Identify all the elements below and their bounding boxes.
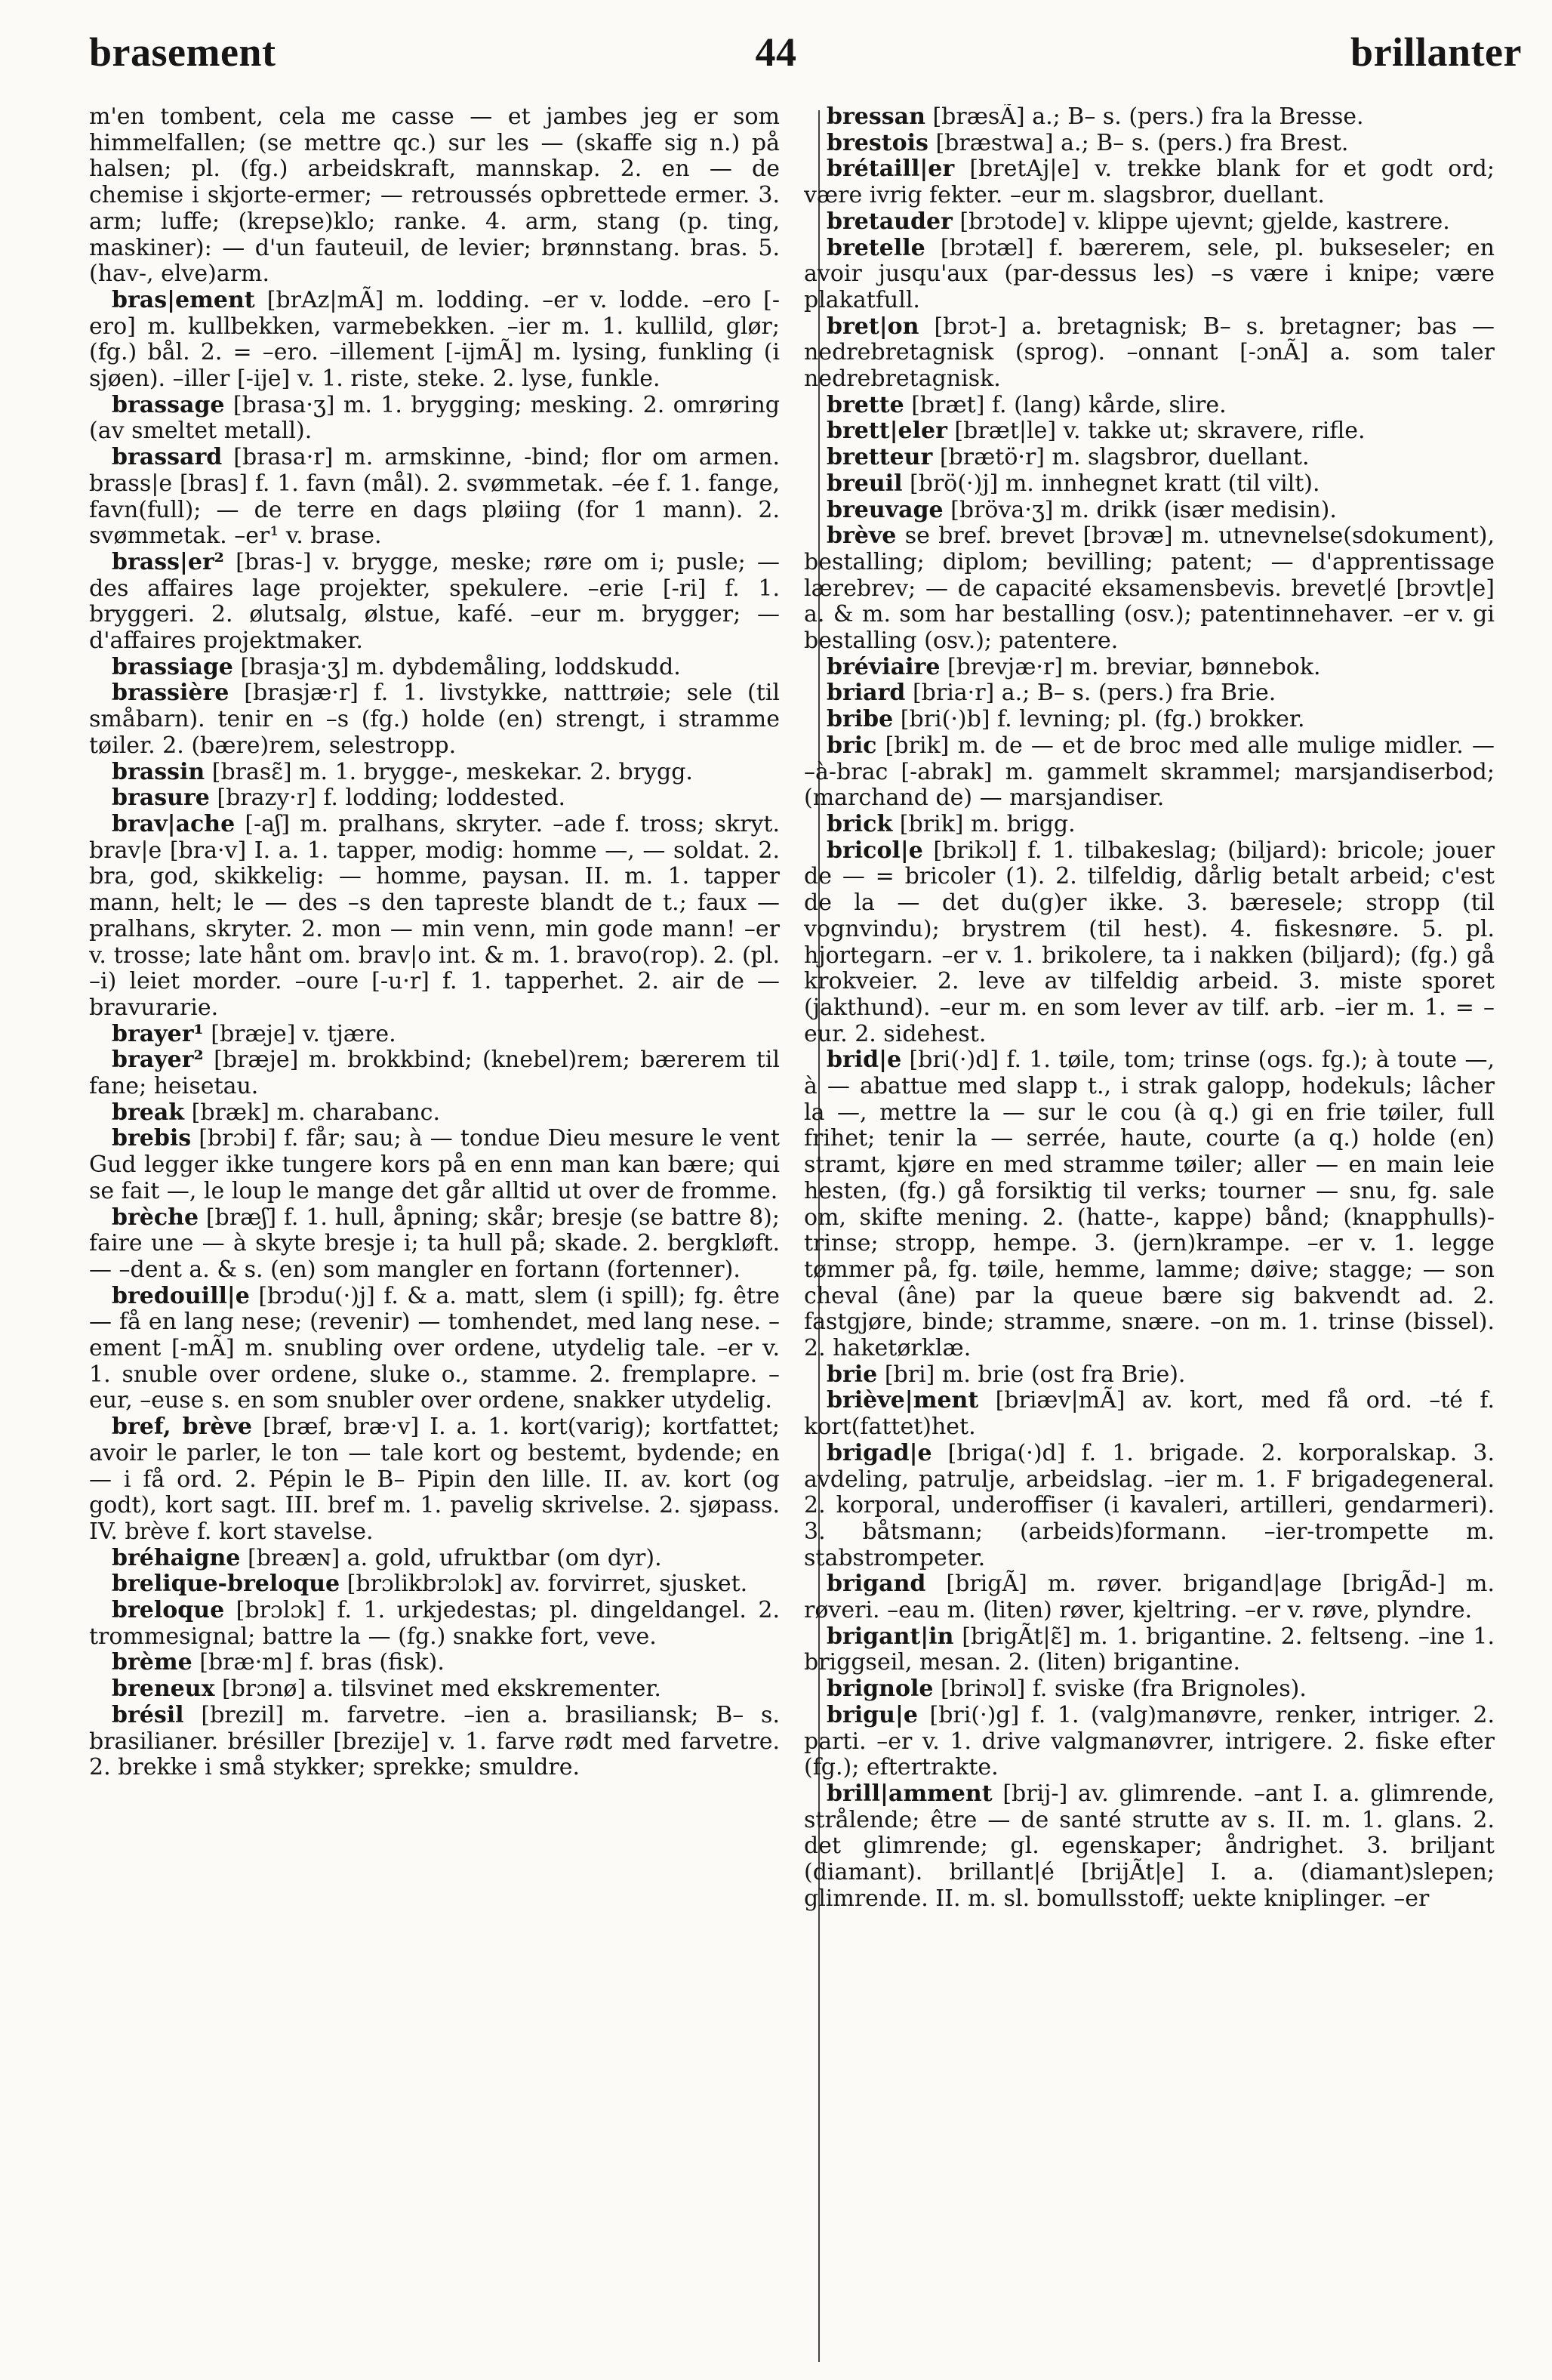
page-number: 44 [755, 29, 797, 75]
entry-definition: [briɴɔl] f. sviske (fra Brignoles). [941, 1676, 1307, 1703]
entry-definition: [bræk] m. charabanc. [191, 1099, 441, 1126]
entry-definition: [bretAj|e] v. trekke blank for et godt ord; være ivrig fekter. –eur m. slagsbror, duellant. [804, 156, 1495, 209]
dictionary-entry [804, 1571, 1495, 1623]
entry-definition: [bröva·ʒ] m. drikk (især medisin). [950, 496, 1337, 523]
entry-definition: [bri] m. brie (ost fra Brie). [884, 1361, 1186, 1388]
entry-definition: [briga(·)d] f. 1. brigade. 2. korporalskap. 3. avdeling, patrulje, arbeidslag. –ier m. 1. F brigadegeneral. 2. korporal, underoffiser (i kavaleri, artilleri, gendarmeri). 3. båtsmann; (arbeids)formann. –ier-trompette m. stabstrompeter. [804, 1439, 1495, 1571]
entry-definition: [bræf, bræ·v] I. a. 1. kort(varig); kortfattet; avoir le parler, le ton — tale kort og bestemt, bydende; en — i få ord. 2. Pépin le B– Pipin den lille. II. av. kort (og godt), kort sagt. III. bref m. 1. pavelig skrivelse. 2. sjøpass. IV. brève f. kort stavelse. [89, 1414, 780, 1545]
entry-definition: [brasjæ·r] f. 1. livstykke, natttrøie; sele (til småbarn). tenir en –s (fg.) holde (en) strengt, i stramme tøiler. 2. (bære)rem, selestropp. [89, 680, 780, 759]
entry-headword: bressan [827, 104, 925, 130]
entry-headword: brassard [112, 444, 223, 471]
entry-definition: [-aʃ] m. pralhans, skryter. –ade f. tross; skryt. brav|e [bra·v] I. a. 1. tapper, modig: homme —, — soldat. 2. bra, god, skikkelig: — homme, paysan. II. m. 1. tapper mann, helt; le — des –s den tapreste blandt de t.; faux — pralhans, skryter. 2. mon — min venn, min gode mann! –er v. trosse; late hånt om. brav|o int. & m. 1. bravo(rop). 2. (pl. –i) leiet morder. –oure [-u·r] f. 1. tapperhet. 2. air de — bravurarie. [89, 810, 780, 1021]
entry-definition: [brö(·)j] m. innhegnet kratt (til vilt). [910, 470, 1320, 497]
entry-definition: [bræje] v. tjære. [211, 1020, 396, 1047]
dictionary-entry [804, 655, 1495, 681]
dictionary-entry [804, 236, 1495, 314]
dictionary-entry [89, 1650, 780, 1676]
entry-definition: [bræt] f. (lang) kårde, slire. [911, 391, 1227, 418]
dictionary-entry [89, 1126, 780, 1204]
entry-definition: [bras-] v. brygge, meske; røre om i; pusle; — des affaires lage projekter, spekulere. –erie [-ri] f. 1. bryggeri. 2. ølutsalg, ølstue, kafé. –eur m. brygger; — d'affaires projektmaker. [89, 548, 780, 655]
dictionary-entry [804, 498, 1495, 524]
entry-definition: [bria·r] a.; B– s. (pers.) fra Brie. [912, 680, 1276, 707]
dictionary-entry [89, 445, 780, 550]
dictionary-entry [89, 1703, 780, 1781]
entry-headword: bret|on [827, 313, 919, 340]
entry-headword: breuil [827, 470, 903, 497]
entry-definition: [bræje] m. brokkbind; (knebel)rem; bærerem til fane; heisetau. [89, 1047, 780, 1100]
entry-headword: brève [827, 523, 897, 550]
dictionary-entry [89, 104, 780, 288]
entry-definition: [briæv|mÃ] av. kort, med få ord. –té f. kort(fattet)het. [804, 1387, 1495, 1441]
dictionary-entry [89, 812, 780, 1022]
dictionary-entry [89, 1205, 780, 1284]
dictionary-entry [89, 550, 780, 655]
entry-definition: [bri(·)d] f. 1. tøile, tom; trinse (ogs. fg.); à toute —, à — abattue med slapp t., i strak galopp, hodekuls; lâcher la —, mettre la — sur le cou (à q.) gi en frie tøiler, full frihet; tenir la — serrée, haute, courte (a q.) holde (en) stramt, kjøre en med stramme tøiler; aller — en main leie hesten, (fg.) gå forsiktig til verks; tourner — snu, fg. sale om, skifte mening. 2. (hatte-, kappe) bånd; (knapphulls)-trinse; stropp, hempe. 3. (jern)krampe. –er v. 1. legge tømmer på, fg. tøile, hemme, lamme; døive; stagge; — son cheval (âne) par la queue bære sig bakvendt ad. 2. fastgjøre, binde; stramme, snære. –on m. 1. trinse (bissel). 2. haketørklæ. [804, 1047, 1495, 1362]
entry-headword: breuvage [827, 496, 944, 523]
dictionary-entry [804, 1047, 1495, 1361]
entry-headword: bretelle [827, 234, 925, 261]
entry-definition: [brigÃ] m. røver. brigand|age [brigÃd-] m. røveri. –eau m. (liten) røver, kjeltring. –er v. røve, plyndre. [804, 1571, 1495, 1624]
dictionary-entry [804, 1441, 1495, 1572]
entry-definition: [brik] m. brigg. [899, 810, 1076, 837]
dictionary-entry [804, 707, 1495, 733]
dictionary-entry [89, 1571, 780, 1598]
dictionary-entry [804, 1781, 1495, 1913]
entry-definition: [brɔdu(·)j] f. & a. matt, slem (i spill); fg. être — få en lang nese; (revenir) — tomhendet, med lang nese. –ement [-mÃ] m. snubling over ordene, utydelig tale. –er v. 1. snuble over ordene, sluke o., stamme. 2. fremplapre. –eur, –euse s. en som snubler over ordene, snakker utydelig. [89, 1282, 780, 1414]
entry-headword: brass|er² [112, 548, 224, 575]
dictionary-entry [89, 1022, 780, 1048]
entry-definition: [brij-] av. glimrende. –ant I. a. glimrende, strålende; être — de santé strutte av s. II. m. 1. glans. 2. det glimrende; gl. egenskaper; åndrighet. 3. briljant (diamant). brillant|é [brijÃt|e] I. a. (diamant)slepen; glimrende. II. m. sl. bomullsstoff; uekte kniplinger. –er [804, 1780, 1495, 1912]
entry-headword: breneux [112, 1676, 215, 1703]
entry-headword: brav|ache [112, 810, 236, 837]
dictionary-entry [804, 156, 1495, 208]
entry-definition: [brezil] m. farvetre. –ien a. brasiliansk; B– s. brasilianer. brésiller [brezije] v. 1. farve rødt med farvetre. 2. brekke i små stykker; sprekke; smuldre. [89, 1701, 780, 1781]
entry-headword: bricol|e [827, 837, 923, 864]
entry-headword: brelique-breloque [112, 1571, 340, 1598]
dictionary-entry [89, 288, 780, 393]
entry-headword: brebis [112, 1125, 192, 1152]
entry-definition: [brasa·ʒ] m. 1. brygging; mesking. 2. omrøring (av smeltet metall). [89, 391, 780, 445]
entry-definition: [brikɔl] f. 1. tilbakeslag; (biljard): bricole; jouer de — = bricoler (1). 2. tilfeldig, dårlig betalt arbeid; c'est de la — det du(g)er ikke. 3. bæresele; stropp (til vognvindu); brystrem (til hest). 4. fiskesnøre. 5. pl. hjortegarn. –er v. 1. brikolere, ta i nakken (biljard); (fg.) gå krokveier. 2. leve av tilfeldig arbeid. 3. miste sporet (jakthund). –eur m. en som lever av tilf. arb. –ier m. 1. = –eur. 2. sidehest. [804, 837, 1495, 1047]
dictionary-entry [89, 785, 780, 812]
entry-definition: [brevjæ·r] m. breviar, bønnebok. [947, 653, 1321, 680]
entry-headword: briard [827, 680, 906, 707]
dictionary-entry [804, 471, 1495, 498]
entry-definition: [brɔnø] a. tilsvinet med ekskrementer. [222, 1676, 661, 1703]
entry-headword: brid|e [827, 1047, 902, 1074]
dictionary-entry [89, 393, 780, 445]
entry-definition: [bræstwa] a.; B– s. (pers.) fra Brest. [935, 129, 1349, 156]
entry-headword: bréhaigne [112, 1544, 241, 1571]
entry-headword: brassage [112, 391, 225, 418]
entry-headword: brayer¹ [112, 1020, 204, 1047]
entry-definition: [brigÃt|ɛ̃] m. 1. brigantine. 2. feltseng. –ine 1. briggseil, mesan. 2. (liten) brigantine. [804, 1623, 1495, 1676]
dictionary-entry [804, 1676, 1495, 1703]
dictionary-entry [804, 445, 1495, 471]
dictionary-entry [804, 131, 1495, 157]
entry-headword: brésil [112, 1701, 184, 1728]
dictionary-entry [89, 1100, 780, 1127]
entry-headword: breloque [112, 1597, 225, 1624]
dictionary-entry [89, 655, 780, 681]
dictionary-entry [804, 104, 1495, 131]
entry-definition: m'en tombent, cela me casse — et jambes jeg er som himmelfallen; (se mettre qc.) sur les — (skaffe sig n.) på halsen; pl. (fg.) arbeidskraft, mannskap. 2. en — de chemise i skjorte-ermer; — retroussés opbrettede ermer. 3. arm; luffe; (krepse)klo; ranke. 4. arm, stang (p. ting, maskiner): — d'un fauteuil, de levier; brønnstang. bras. 5. (hav-, elve)arm. [89, 104, 780, 288]
entry-definition: [brasɛ̃] m. 1. brygge-, meskekar. 2. brygg. [211, 758, 693, 785]
entry-definition: [brɔlɔk] f. 1. urkjedestas; pl. dingeldangel. 2. trommesignal; battre la — (fg.) snakke fort, veve. [89, 1597, 780, 1650]
dictionary-entry [89, 1546, 780, 1572]
entry-headword: brasure [112, 785, 210, 812]
entry-headword: brème [112, 1649, 192, 1676]
entry-definition: [brɔtæl] f. bærerem, sele, pl. bukseseler; en avoir jusqu'aux (par-dessus les) –s være i knipe; være plakatfull. [804, 234, 1495, 313]
entry-headword: brayer² [112, 1047, 204, 1074]
right-column [804, 104, 1495, 2358]
entry-headword: bribe [827, 706, 894, 733]
entry-headword: brétaill|er [827, 156, 955, 183]
entry-definition: [brɔtode] v. klippe ujevnt; gjelde, kastrere. [959, 208, 1450, 235]
entry-headword: brigu|e [827, 1701, 918, 1728]
entry-headword: brette [827, 391, 904, 418]
entry-definition: [bræʃ] f. 1. hull, åpning; skår; bresje (se battre 8); faire une — à skyte bresje i; ta hull på; skade. 2. bergkløft. — –dent a. & s. (en) som mangler en fortann (fortenner). [89, 1204, 780, 1283]
dictionary-entry [89, 680, 780, 759]
entry-headword: brett|eler [827, 418, 947, 445]
entry-headword: brie [827, 1361, 878, 1388]
dictionary-entry [804, 1703, 1495, 1781]
dictionary-entry [89, 1047, 780, 1099]
entry-headword: bref, brève [112, 1414, 252, 1441]
dictionary-entry [804, 733, 1495, 812]
dictionary-entry [89, 1414, 780, 1546]
dictionary-entry [804, 418, 1495, 445]
entry-headword: bric [827, 732, 877, 759]
entry-headword: bras|ement [112, 286, 255, 313]
dictionary-entry [804, 209, 1495, 236]
entry-headword: brestois [827, 129, 928, 156]
entry-definition: [brik] m. de — et de broc med alle mulige midler. — –à-brac [-abrak] m. gammelt skrammel; marsjandiserbod; (marchand de) — marsjandiser. [804, 732, 1495, 812]
entry-definition: [brasja·ʒ] m. dybdemåling, loddskudd. [240, 653, 681, 680]
header-right-guideword: brillanter [1350, 29, 1522, 75]
dictionary-entry [804, 314, 1495, 393]
entry-definition: [bræt|le] v. takke ut; skravere, rifle. [954, 418, 1366, 445]
entry-headword: brick [827, 810, 893, 837]
entry-definition: [brazy·r] f. lodding; loddested. [217, 785, 566, 812]
dictionary-entry [804, 523, 1495, 655]
entry-headword: brassière [112, 680, 229, 707]
entry-headword: brassiage [112, 653, 233, 680]
header-left-guideword: brasement [89, 29, 276, 75]
entry-definition: [bræ·m] f. bras (fisk). [199, 1649, 445, 1676]
dictionary-entry [804, 1362, 1495, 1389]
dictionary-entry [804, 838, 1495, 1048]
entry-headword: brignole [827, 1676, 934, 1703]
dictionary-entry [804, 1624, 1495, 1676]
dictionary-entry [804, 393, 1495, 419]
left-column [89, 104, 780, 2358]
entry-headword: brassin [112, 758, 205, 785]
entry-definition: [brasa·r] m. armskinne, -bind; flor om armen. brass|e [bras] f. 1. favn (mål). 2. svømmetak. –ée f. 1. fange, favn(full); — de terre en dags pløiing (for 1 mann). 2. svømmetak. –er¹ v. brase. [89, 444, 780, 550]
entry-headword: brèche [112, 1204, 199, 1231]
entry-definition: [brɔbi] f. får; sau; à — tondue Dieu mesure le vent Gud legger ikke tungere kors på en enn man kan bære; qui se fait —, le loup le mange det går alltid ut over de fromme. [89, 1125, 780, 1204]
entry-definition: [bri(·)b] f. levning; pl. (fg.) brokker. [900, 706, 1305, 733]
entry-headword: bretteur [827, 444, 933, 471]
dictionary-entry [89, 1598, 780, 1650]
dictionary-entry [804, 812, 1495, 838]
entry-headword: brigant|in [827, 1623, 954, 1650]
entry-headword: briève|ment [827, 1387, 979, 1414]
dictionary-entry [89, 1284, 780, 1415]
entry-definition: se bref. brevet [brɔvæ] m. utnevnelse(sdokument), bestalling; diplom; bevilling; patent; — d'apprentissage lærebrev; — de capacité eksamensbevis. brevet|é [brɔvt|e] a. & m. som har bestalling (osv.); patentinnehaver. –er v. gi bestalling (osv.); patentere. [804, 523, 1495, 655]
entry-definition: [brætö·r] m. slagsbror, duellant. [939, 444, 1310, 471]
entry-headword: bredouill|e [112, 1282, 250, 1309]
entry-headword: bréviaire [827, 653, 941, 680]
entry-headword: brigad|e [827, 1439, 932, 1466]
entry-headword: brigand [827, 1571, 926, 1598]
dictionary-entry [804, 680, 1495, 707]
entry-definition: [bræsÃ] a.; B– s. (pers.) fra la Bresse. [932, 104, 1364, 130]
entry-headword: brill|amment [827, 1780, 993, 1807]
dictionary-entry [804, 1388, 1495, 1440]
entry-headword: break [112, 1099, 185, 1126]
entry-definition: [brAz|mÃ] m. lodding. –er v. lodde. –ero [-ero] m. kullbekken, varmebekken. –ier m. 1. kullild, glør; (fg.) bål. 2. = –ero. –illement [-ijmÃ] m. lysing, funkling (i sjøen). –iller [-ije] v. 1. riste, steke. 2. lyse, funkle. [89, 286, 780, 393]
entry-definition: [breæɴ] a. gold, ufruktbar (om dyr). [247, 1544, 662, 1571]
entry-definition: [brɔt-] a. bretagnisk; B– s. bretagner; bas — nedrebretagnisk (sprog). –onnant [-ɔnÃ] a. som taler nedrebretagnisk. [804, 313, 1495, 393]
dictionary-entry [89, 760, 780, 786]
entry-headword: bretauder [827, 208, 953, 235]
entry-definition: [bri(·)g] f. 1. (valg)manøvre, renker, intriger. 2. parti. –er v. 1. drive valgmanøvrer, intrigere. 2. fiske efter (fg.); eftertrakte. [804, 1701, 1495, 1781]
entry-definition: [brɔlikbrɔlɔk] av. forvirret, sjusket. [346, 1571, 748, 1598]
dictionary-entry [89, 1676, 780, 1703]
